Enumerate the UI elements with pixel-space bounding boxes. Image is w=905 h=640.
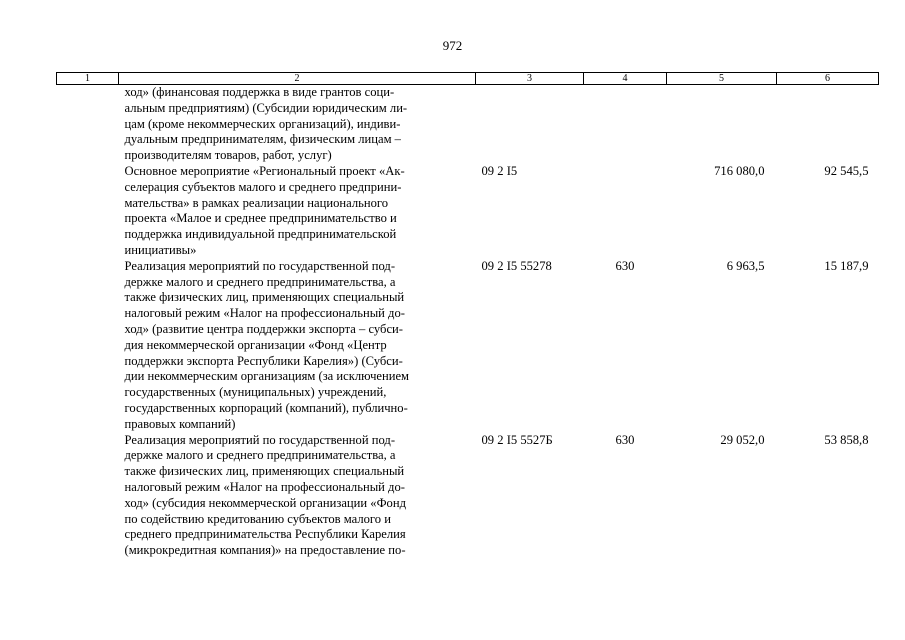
item-name-cell: ход» (финансовая поддержка в виде грантов соци- альным предприятиям) (Субсидии юридическим ли- цам (кроме некоммерческих организаций), индиви- дуальным предпринимателям, физическим лицам – производителям товаров, работ, услуг): [124, 85, 408, 163]
item-code-cell: 09 2 I5 55278: [481, 258, 552, 273]
row-number-cell: [57, 433, 119, 559]
amount-col6-cell: 15 187,9: [824, 258, 869, 273]
amount-col5-cell: [667, 85, 777, 164]
table-row: [57, 259, 879, 433]
expense-type-cell: 630: [615, 258, 635, 273]
page-number: 972: [442, 38, 463, 53]
item-code-cell: [476, 85, 584, 164]
expense-type-cell: 630: [615, 432, 635, 447]
column-header-6: 6: [777, 73, 879, 85]
table-row: [57, 85, 879, 164]
item-code-cell: 09 2 I5 5527Б: [481, 432, 553, 447]
item-name-cell: Основное мероприятие «Региональный проект «Ак- селерация субъектов малого и среднего предприни- мательства» в рамках реализации национального проекта «Малое и среднее предпринимательство и поддержка индивидуальной предпринимательской инициативы»: [124, 163, 405, 257]
amount-col6-cell: 92 545,5: [824, 163, 869, 178]
row-number-cell: [57, 164, 119, 259]
amount-col6-cell: [777, 85, 879, 164]
budget-table: [56, 72, 879, 559]
row-number-cell: [57, 259, 119, 433]
amount-col6-cell: 53 858,8: [824, 432, 869, 447]
table-header-row: [57, 73, 879, 85]
column-header-3: 3: [476, 73, 584, 85]
table-row: [57, 164, 879, 259]
item-name-cell: Реализация мероприятий по государственной под- держке малого и среднего предпринимательства, а также физических лиц, применяющих специальный налоговый режим «Налог на профессиональный до- ход» (развитие центра поддержки экспорта – субси- дия некоммерческой организации «Фонд «Центр поддержки экспорта Республики Карелия») (Субси- дии некоммерческим организациям (за исключением государственных (муниципальных) учреждений, государственных корпораций (компаний), публично- правовых компаний): [124, 258, 410, 431]
table-row: [57, 433, 879, 559]
expense-type-cell: [584, 164, 667, 259]
column-header-1: 1: [57, 73, 119, 85]
row-number-cell: [57, 85, 119, 164]
expense-type-cell: [584, 85, 667, 164]
column-header-4: 4: [584, 73, 667, 85]
column-header-2: 2: [119, 73, 476, 85]
item-code-cell: 09 2 I5: [481, 163, 518, 178]
amount-col5-cell: 29 052,0: [720, 432, 765, 447]
item-name-cell: Реализация мероприятий по государственной под- держке малого и среднего предпринимательства, а также физических лиц, применяющих специальный налоговый режим «Налог на профессиональный до- ход» (субсидия некоммерческой организации «Фонд по содействию кредитованию субъектов малого и среднего предпринимательства Республики Карелия (микрокредитная компания)» на предоставление по-: [124, 432, 406, 558]
column-header-5: 5: [667, 73, 777, 85]
amount-col5-cell: 716 080,0: [714, 163, 765, 178]
amount-col5-cell: 6 963,5: [726, 258, 765, 273]
